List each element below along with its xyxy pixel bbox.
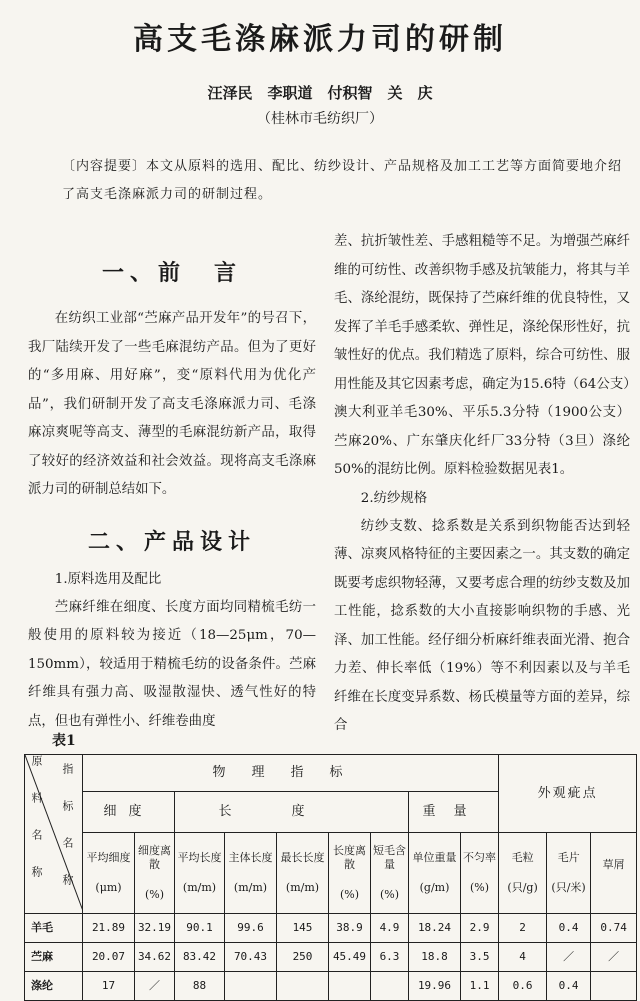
column-header-unit: (m/m) (182, 881, 217, 894)
table-label: 表1 (52, 733, 76, 749)
column-header-name: 草屑 (602, 858, 625, 871)
table-cell: 45.49 (329, 943, 371, 972)
column-header-unit: (%) (339, 888, 360, 901)
table-cell: 145 (277, 914, 329, 943)
table-cell: 250 (277, 943, 329, 972)
subheading-spinning: 2.纺纱规格 (360, 490, 428, 506)
table-cell: 0.4 (547, 972, 591, 1001)
intro-paragraph: 在纺织工业部“苎麻产品开发年”的号召下，我厂陆续开发了一些毛麻混纺产品。但为了更好的“多用麻、用好麻”，变“原料代用为优化产品”，我们研制开发了高支毛涤麻派力司、毛涤麻凉爽呢等高支、薄型的毛麻混纺新产品，取得了较好的经济效益和社会效益。现将高支毛涤麻派力司的研制总结如下。 (28, 311, 316, 497)
column-header-unit: (%) (144, 888, 165, 901)
article-title: 高支毛涤麻派力司的研制 (133, 22, 507, 57)
table-cell (225, 972, 277, 1001)
data-table (24, 754, 637, 1001)
column-header-name: 不匀率 (463, 851, 497, 864)
table-row (25, 943, 637, 972)
table-cell: 2 (499, 914, 547, 943)
column-header-row (25, 833, 637, 914)
column-header-unit: (只/g) (507, 881, 538, 894)
table-cell: 38.9 (329, 914, 371, 943)
column-header-unit: (只/米) (551, 881, 586, 894)
table-cell: 88 (175, 972, 225, 1001)
section-heading-design: 二、产品设计 (87, 528, 256, 555)
table-cell: 70.43 (225, 943, 277, 972)
table-cell: 21.89 (83, 914, 135, 943)
table-cell: ／ (591, 943, 637, 972)
subheading-materials: 1.原料选用及配比 (54, 571, 162, 587)
author-list: 汪泽民 李职道 付积智 关 庆 (207, 84, 433, 102)
row-material-name: 苎麻 (25, 943, 83, 972)
table-cell: 3.5 (461, 943, 499, 972)
section-heading-intro: 一、前 言 (101, 260, 242, 286)
column-header-unit: (%) (470, 881, 490, 894)
column-header-name: 长度离散 (333, 844, 366, 871)
table-cell (277, 972, 329, 1001)
table-corner-cell (25, 755, 83, 914)
column-header (83, 833, 135, 914)
column-header-name: 最长长度 (280, 851, 325, 864)
column-header (591, 833, 637, 914)
table-cell: 0.4 (547, 914, 591, 943)
column-header-name: 单位重量 (412, 851, 457, 864)
table-row (25, 914, 637, 943)
column-header (409, 833, 461, 914)
column-header-name: 平均细度 (86, 851, 131, 864)
spinning-paragraph: 纺纱支数、捻系数是关系到织物能否达到轻薄、凉爽风格特征的主要因素之一。其支数的确定既要考虑织物轻薄，又要考虑合理的纺纱支数及加工性能，捻系数的大小直接影响织物的手感、光泽、加工性能。经仔细分析麻纤维表面光滑、抱合力差、伸长率低（19%）等不利因素以及与羊毛纤维在长度变异系数、杨氏模量等方面的差异，综合 (334, 518, 630, 733)
table-cell: 20.07 (83, 943, 135, 972)
table-cell: 18.8 (409, 943, 461, 972)
column-header-name: 毛片 (557, 851, 580, 864)
column-header (329, 833, 371, 914)
table-cell (371, 972, 409, 1001)
column-header (277, 833, 329, 914)
table-cell: 90.1 (175, 914, 225, 943)
row-material-name: 羊毛 (25, 914, 83, 943)
table-cell: 18.24 (409, 914, 461, 943)
table-cell: 19.96 (409, 972, 461, 1001)
column-header (547, 833, 591, 914)
corner-top-label: 指标名称 (61, 763, 74, 911)
table-cell: 17 (83, 972, 135, 1001)
column-header-name: 平均长度 (177, 851, 222, 864)
right-column (334, 228, 630, 741)
table-cell (329, 972, 371, 1001)
table-cell: 6.3 (371, 943, 409, 972)
table-body (25, 914, 637, 1001)
column-header-name: 主体长度 (228, 851, 273, 864)
left-column (28, 240, 316, 736)
column-header (225, 833, 277, 914)
column-header-unit: (%) (379, 888, 400, 901)
column-header-unit: (m/m) (233, 881, 268, 894)
table-cell: ／ (135, 972, 175, 1001)
column-header (371, 833, 409, 914)
table-cell (591, 972, 637, 1001)
column-header-unit: (m/m) (285, 881, 320, 894)
table-cell: 2.9 (461, 914, 499, 943)
table-cell: 0.6 (499, 972, 547, 1001)
table-cell: 83.42 (175, 943, 225, 972)
column-header (175, 833, 225, 914)
table-cell: 4 (499, 943, 547, 972)
table-cell: 34.62 (135, 943, 175, 972)
column-header (499, 833, 547, 914)
materials-paragraph-cont: 差、抗折皱性差、手感粗糙等不足。为增强苎麻纤维的可纺性、改善织物手感及抗皱能力，将其与羊毛、涤纶混纺，既保持了苎麻纤维的优良特性，又发挥了羊毛手感柔软、弹性足，涤纶保形性好，抗皱性好的优点。我们精选了原料，综合可纺性、服用性能及其它因素考虑，确定为15.6特（64公支）澳大利亚羊毛30%、平乐5.3分特（1900公支）苎麻20%、广东肇庆化纤厂33分特（3旦）涤纶50%的混纺比例。原料检验数据见表1。 (334, 234, 630, 477)
group-weight: 重量 (409, 792, 499, 833)
table-cell: 99.6 (225, 914, 277, 943)
abstract: 〔内容提要〕本文从原料的选用、配比、纺纱设计、产品规格及加工工艺等方面简要地介绍了高支毛涤麻派力司的研制过程。 (62, 159, 623, 202)
column-header-unit: (μm) (95, 881, 122, 894)
column-header-name: 毛粒 (511, 851, 534, 864)
group-physical: 物理指标 (83, 755, 499, 792)
table-cell: 0.74 (591, 914, 637, 943)
group-fineness: 细度 (83, 792, 175, 833)
column-header (461, 833, 499, 914)
table-cell: 4.9 (371, 914, 409, 943)
corner-bottom-label: 原料名称 (30, 755, 43, 903)
table-cell: 32.19 (135, 914, 175, 943)
column-header-name: 短毛含量 (373, 844, 406, 871)
table-cell: ／ (547, 943, 591, 972)
column-header-unit: (g/m) (419, 881, 450, 894)
group-appearance: 外观疵点 (499, 755, 637, 833)
column-header-name: 细度离散 (138, 844, 171, 871)
group-length: 长度 (175, 792, 409, 833)
row-material-name: 涤纶 (25, 972, 83, 1001)
table-row (25, 972, 637, 1001)
materials-paragraph: 苎麻纤维在细度、长度方面均同精梳毛纺一般使用的原料较为接近（18—25μm，70—150mm），较适用于精梳毛纺的设备条件。苎麻纤维具有强力高、吸湿散湿快、透气性好的特点，但也有弹性小、纤维卷曲度 (28, 599, 316, 729)
affiliation: （桂林市毛纺织厂） (257, 111, 383, 127)
column-header (135, 833, 175, 914)
table-cell: 1.1 (461, 972, 499, 1001)
